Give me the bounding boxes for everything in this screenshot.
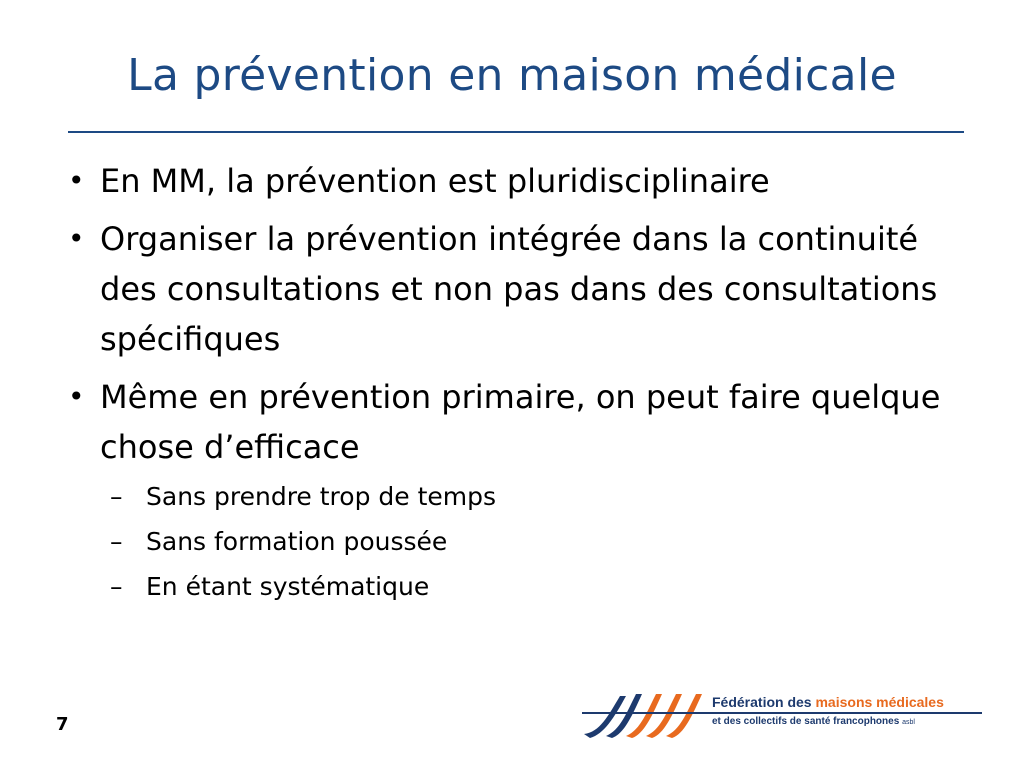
slide-title: La prévention en maison médicale <box>127 50 897 101</box>
logo-text-asbl: asbl <box>902 719 915 726</box>
bullet-item <box>66 156 966 206</box>
logo-text-line2: et des collectifs de santé francophones <box>712 716 900 727</box>
slide-content <box>66 156 966 617</box>
bullet-text: Organiser la prévention intégrée dans la continuité des consultations et non pas dans des consultations spécifiques <box>100 220 938 358</box>
bullet-text: Même en prévention primaire, on peut faire quelque chose d’efficace <box>100 378 941 466</box>
sub-bullet-item <box>100 474 966 519</box>
dash-marker: – <box>110 482 123 511</box>
sub-bullet-list <box>100 474 966 609</box>
sub-bullet-text: En étant systématique <box>146 572 430 601</box>
bullet-marker: • <box>68 380 85 413</box>
bullet-marker: • <box>68 222 85 255</box>
logo-text-prefix: Fédération des <box>712 694 812 710</box>
bullet-item <box>66 372 966 609</box>
logo-divider <box>582 712 982 714</box>
bullet-text: En MM, la prévention est pluridisciplinaire <box>100 162 770 200</box>
sub-bullet-text: Sans prendre trop de temps <box>146 482 497 511</box>
dash-marker: – <box>110 527 123 556</box>
slide-number: 7 <box>56 714 69 735</box>
dash-marker: – <box>110 572 123 601</box>
sub-bullet-item <box>100 519 966 564</box>
sub-bullet-text: Sans formation poussée <box>146 527 448 556</box>
stripes-logo-icon <box>582 690 712 740</box>
bullet-item <box>66 214 966 364</box>
federation-logo <box>582 690 982 740</box>
bullet-list <box>66 156 966 609</box>
sub-bullet-item <box>100 564 966 609</box>
title-divider <box>68 131 964 133</box>
logo-text-accent: maisons médicales <box>815 694 944 710</box>
bullet-marker: • <box>68 164 85 197</box>
logo-line-2 <box>712 716 915 727</box>
logo-line-1 <box>712 694 944 710</box>
